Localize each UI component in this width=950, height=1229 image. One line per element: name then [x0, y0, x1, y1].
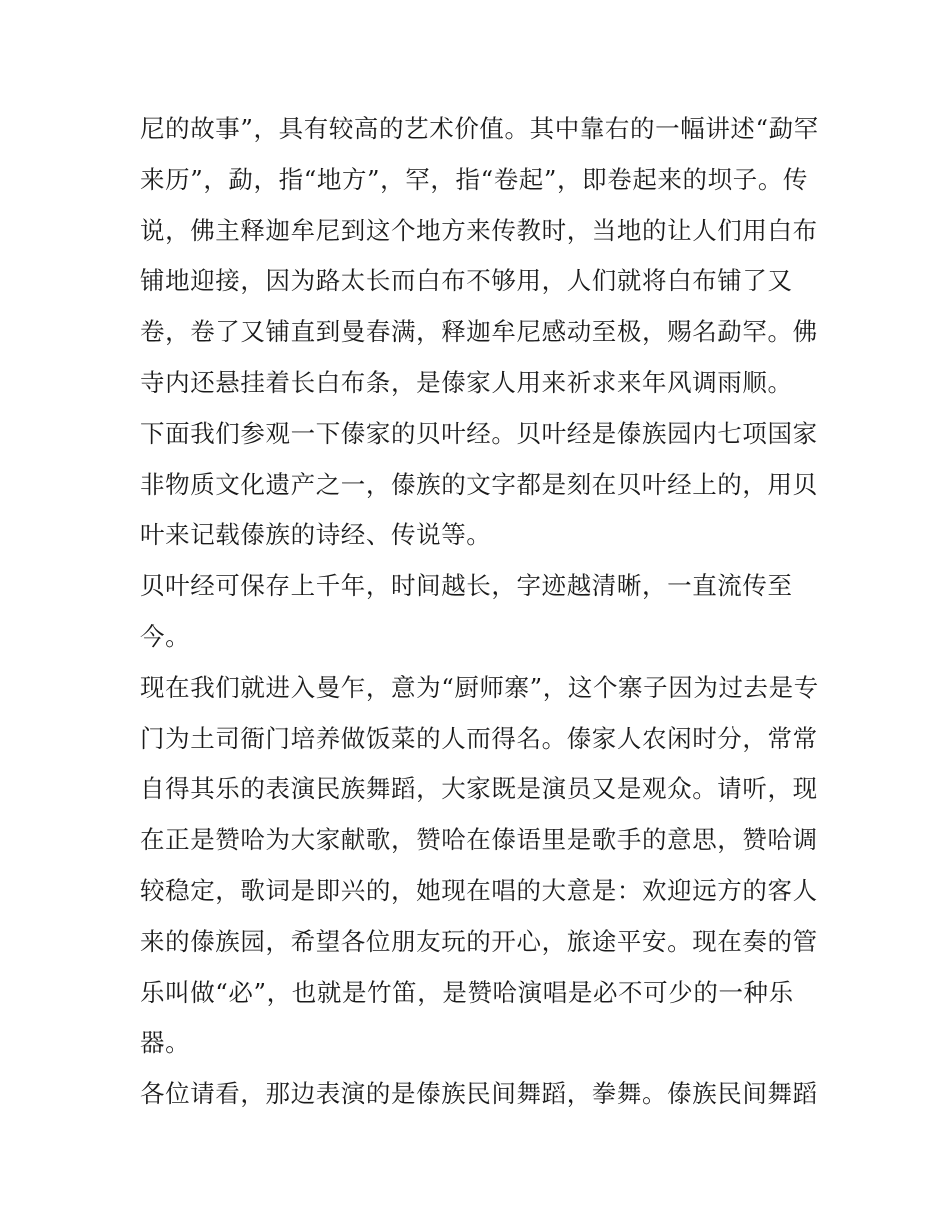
text-line: 今。 [140, 621, 191, 651]
text-line: 各位请看，那边表演的是傣族民间舞蹈，拳舞。傣族民间舞蹈 [140, 1079, 818, 1109]
text-line: 尼的故事”，具有较高的艺术价值。其中靠右的一幅讲述“勐罕 [140, 114, 819, 143]
text-line: 寺内还悬挂着长白布条，是傣家人用来祈求来年风调雨顺。 [140, 367, 793, 397]
text-line: 来历”，勐，指“地方”，罕，指“卷起”，即卷起来的坝子。传 [140, 164, 809, 194]
text-line: 器。 [140, 1028, 191, 1058]
text-line: 非物质文化遗产之一，傣族的文字都是刻在贝叶经上的，用贝 [140, 469, 818, 499]
text-line: 现在我们就进入曼乍，意为“厨师寨”，这个寨子因为过去是专 [140, 672, 819, 702]
text-line: 来的傣族园，希望各位朋友玩的开心，旅途平安。现在奏的管 [140, 926, 818, 956]
text-line: 门为土司衙门培养做饭菜的人而得名。傣家人农闲时分，常常 [140, 723, 818, 753]
text-line: 说，佛主释迦牟尼到这个地方来传教时，当地的让人们用白布 [140, 215, 818, 245]
text-line: 贝叶经可保存上千年，时间越长，字迹越清晰，一直流传至 [140, 571, 793, 601]
text-line: 铺地迎接，因为路太长而白布不够用，人们就将白布铺了又 [140, 266, 793, 296]
body-text [140, 104, 820, 1120]
text-line: 叶来记载傣族的诗经、传说等。 [140, 520, 492, 550]
text-line: 下面我们参观一下傣家的贝叶经。贝叶经是傣族园内七项国家 [140, 418, 818, 448]
text-line: 乐叫做“必”，也就是竹笛，是赞哈演唱是必不可少的一种乐 [140, 977, 794, 1007]
text-line: 卷，卷了又铺直到曼春满，释迦牟尼感动至极，赐名勐罕。佛 [140, 317, 818, 347]
text-line: 在正是赞哈为大家献歌，赞哈在傣语里是歌手的意思，赞哈调 [140, 825, 818, 855]
text-line: 自得其乐的表演民族舞蹈，大家既是演员又是观众。请听，现 [140, 774, 818, 804]
text-line: 较稳定，歌词是即兴的，她现在唱的大意是：欢迎远方的客人 [140, 875, 818, 905]
